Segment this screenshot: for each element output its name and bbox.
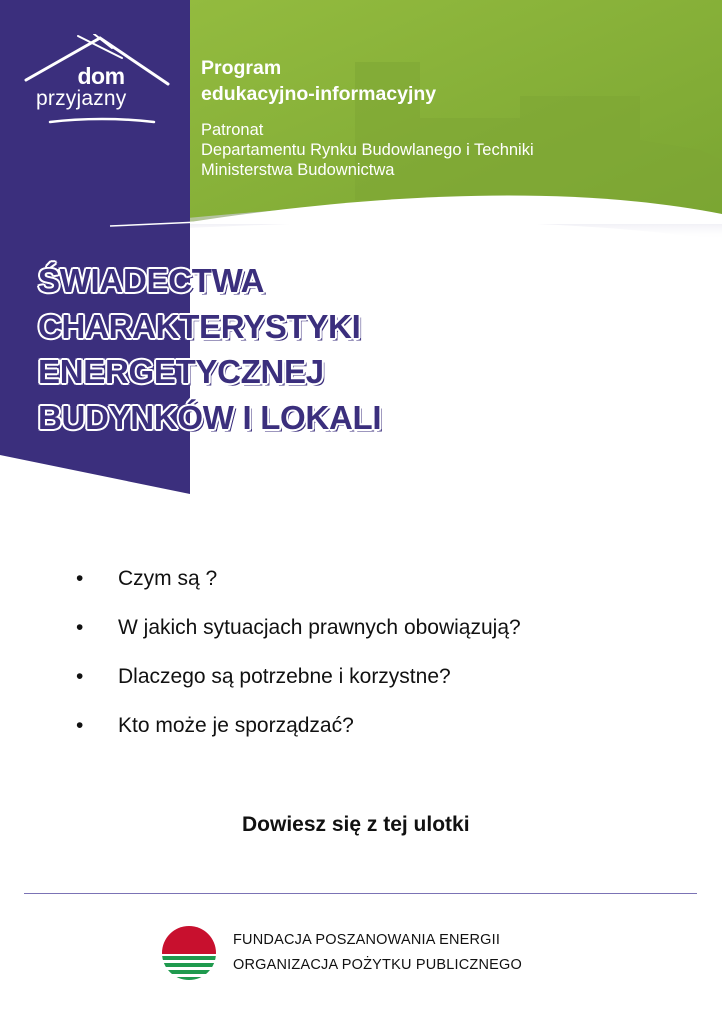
question-text: Kto może je sporządzać? bbox=[118, 714, 354, 737]
logo-word-dom: dom bbox=[77, 63, 125, 89]
list-item bbox=[76, 611, 521, 660]
patronat-line-2: Departamentu Rynku Budowlanego i Techniki bbox=[201, 141, 534, 159]
foundation-sun-icon bbox=[161, 925, 217, 981]
title-line-4: BUDYNKÓW I LOKALI bbox=[38, 398, 382, 436]
patronat-line-1: Patronat bbox=[201, 121, 264, 139]
program-heading bbox=[201, 55, 436, 107]
call-to-action: Dowiesz się z tej ulotki bbox=[242, 813, 470, 836]
program-line-2: edukacyjno-informacyjny bbox=[201, 83, 437, 105]
bullet: • bbox=[76, 665, 84, 688]
document-title bbox=[38, 258, 381, 440]
question-text: W jakich sytuacjach prawnych obowiązują? bbox=[118, 616, 521, 639]
bullet: • bbox=[76, 567, 84, 590]
title-line-3: ENERGETYCZNEJ bbox=[38, 353, 324, 390]
foundation-line-1: FUNDACJA POSZANOWANIA ENERGII bbox=[233, 932, 501, 948]
dom-przyjazny-logo bbox=[22, 34, 172, 129]
foundation-line-2: ORGANIZACJA POŻYTKU PUBLICZNEGO bbox=[233, 957, 522, 973]
patronat-text bbox=[201, 120, 534, 180]
question-text: Czym są ? bbox=[118, 567, 218, 590]
patronat-line-3: Ministerstwa Budownictwa bbox=[201, 161, 395, 179]
title-line-2: CHARAKTERYSTYKI bbox=[38, 307, 361, 345]
question-text: Dlaczego są potrzebne i korzystne? bbox=[118, 665, 451, 688]
list-item bbox=[76, 562, 521, 611]
list-item bbox=[76, 660, 521, 709]
bullet: • bbox=[76, 714, 84, 737]
list-item bbox=[76, 709, 521, 758]
question-list bbox=[76, 562, 521, 758]
program-line-1: Program bbox=[201, 57, 282, 79]
logo-word-przyjazny: przyjazny bbox=[36, 87, 127, 110]
title-line-1: ŚWIADECTWA bbox=[38, 262, 265, 299]
footer-divider bbox=[24, 893, 697, 894]
bullet: • bbox=[76, 616, 84, 639]
foundation-name bbox=[233, 928, 522, 978]
